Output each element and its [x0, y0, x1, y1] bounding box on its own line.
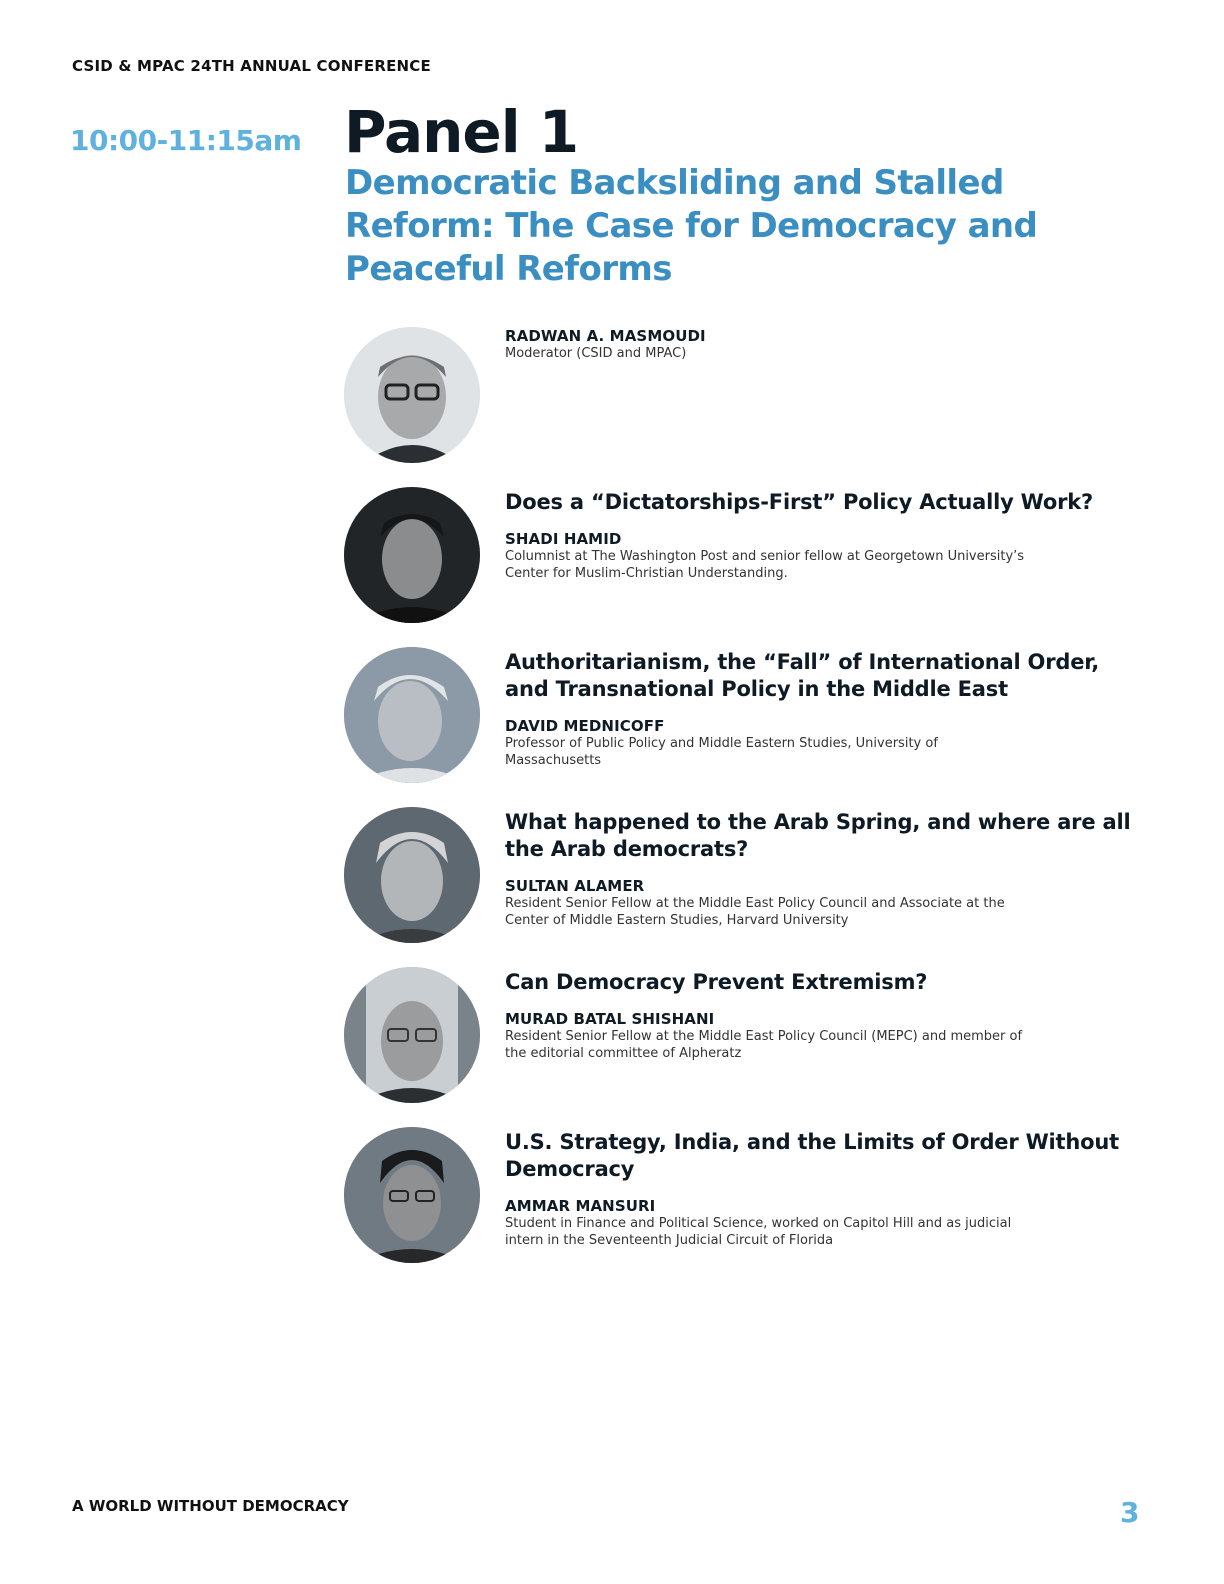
page-number: 3	[1120, 1496, 1140, 1529]
speaker-photo	[344, 1127, 480, 1263]
speaker-photo	[344, 487, 480, 623]
session-time: 10:00-11:15am	[70, 124, 302, 157]
speaker-entry	[344, 327, 1144, 467]
speaker-role: Moderator (CSID and MPAC)	[505, 346, 687, 361]
speaker-name: SHADI HAMID	[505, 530, 622, 548]
talk-title: U.S. Strategy, India, and the Limits of Order Without Democracy	[505, 1130, 1119, 1181]
speaker-photo	[344, 967, 480, 1103]
speaker-photo	[344, 327, 480, 463]
speaker-photo	[344, 647, 480, 783]
panel-title: Panel 1	[344, 98, 579, 166]
speaker-photo	[344, 807, 480, 943]
footer-title: A WORLD WITHOUT DEMOCRACY	[72, 1497, 349, 1515]
speaker-info	[505, 1127, 1145, 1249]
speaker-name: RADWAN A. MASMOUDI	[505, 327, 706, 345]
speaker-info	[505, 647, 1145, 769]
talk-title: Does a “Dictatorships-First” Policy Actually Work?	[505, 490, 1094, 514]
speaker-role: Professor of Public Policy and Middle Eastern Studies, University of Massachusetts	[505, 736, 938, 768]
talk-title: Can Democracy Prevent Extremism?	[505, 970, 928, 994]
speaker-role: Student in Finance and Political Science, worked on Capitol Hill and as judicial intern in the Seventeenth Judicial Circuit of Florida	[505, 1216, 1012, 1248]
speaker-entry	[344, 487, 1144, 627]
talk-title: What happened to the Arab Spring, and where are all the Arab democrats?	[505, 810, 1131, 861]
speaker-entry	[344, 807, 1144, 947]
speaker-entry	[344, 647, 1144, 787]
speaker-info	[505, 807, 1145, 929]
speaker-role: Resident Senior Fellow at the Middle East Policy Council (MEPC) and member of the editorial committee of Alpheratz	[505, 1029, 1023, 1061]
speaker-name: DAVID MEDNICOFF	[505, 717, 665, 735]
speaker-info	[505, 487, 1145, 582]
speaker-entry	[344, 967, 1144, 1107]
speaker-name: MURAD BATAL SHISHANI	[505, 1010, 715, 1028]
speaker-role: Columnist at The Washington Post and senior fellow at Georgetown University’s Center for Muslim-Christian Understanding.	[505, 549, 1025, 581]
speaker-role: Resident Senior Fellow at the Middle East Policy Council and Associate at the Center of Middle Eastern Studies, Harvard University	[505, 896, 1005, 928]
talk-title: Authoritarianism, the “Fall” of International Order, and Transnational Policy in the Middle East	[505, 650, 1100, 701]
speaker-entry	[344, 1127, 1144, 1267]
speaker-info	[505, 967, 1145, 1062]
conference-header: CSID & MPAC 24TH ANNUAL CONFERENCE	[72, 57, 431, 75]
speaker-name: AMMAR MANSURI	[505, 1197, 656, 1215]
panel-subtitle: Democratic Backsliding and Stalled Reform: The Case for Democracy and Peaceful Reforms	[345, 163, 1038, 289]
speaker-name: SULTAN ALAMER	[505, 877, 645, 895]
speaker-info	[505, 327, 1145, 362]
